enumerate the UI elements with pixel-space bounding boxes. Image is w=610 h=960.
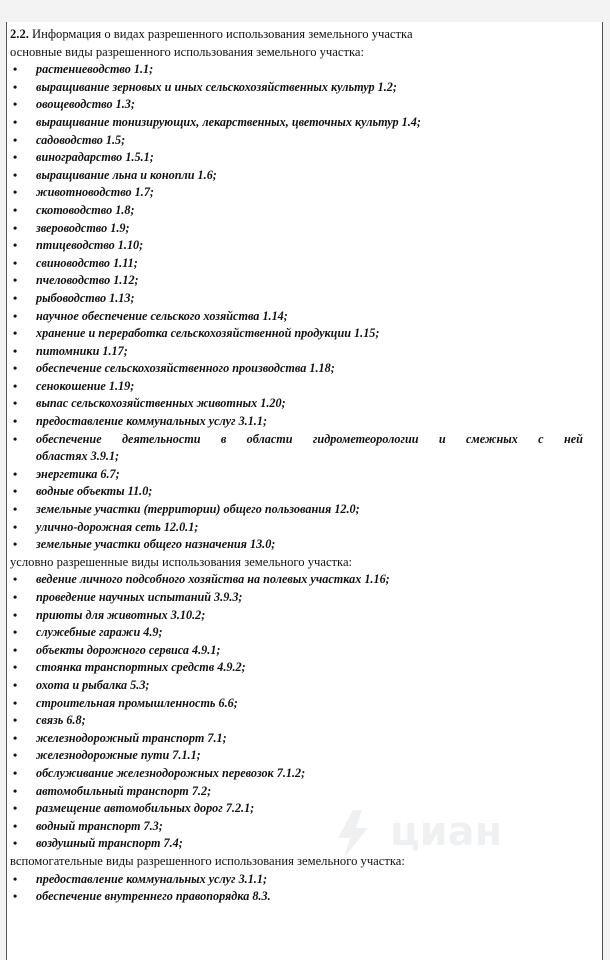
list-item-text: обслуживание железнодорожных перевозок 7.1.2; xyxy=(36,765,306,780)
watermark-text: циан xyxy=(389,809,503,855)
list-item-text: охота и рыбалка 5.3; xyxy=(36,677,150,692)
list-item xyxy=(10,395,595,413)
list-item xyxy=(10,360,595,378)
list-item xyxy=(10,466,595,484)
list-item-text: пчеловодство 1.12; xyxy=(36,273,139,288)
list-item xyxy=(10,343,595,361)
bullet-icon: • xyxy=(13,801,18,816)
list-item xyxy=(10,624,595,642)
list-item xyxy=(10,571,595,589)
bullet-icon: • xyxy=(13,607,18,622)
list-item-text: ведение личного подсобного хозяйства на полевых участках 1.16; xyxy=(36,572,390,587)
list-item-text: железнодорожный транспорт 7.1; xyxy=(36,730,227,745)
list-item xyxy=(10,431,595,466)
bullet-icon: • xyxy=(13,220,18,235)
list-item-text: скотоводство 1.8; xyxy=(36,202,135,217)
bullet-icon: • xyxy=(13,414,18,429)
bullet-icon: • xyxy=(13,783,18,798)
list-item xyxy=(10,677,595,695)
list-item-text: растениеводство 1.1; xyxy=(36,62,154,77)
bullet-icon: • xyxy=(13,202,18,217)
list-item xyxy=(10,888,595,906)
document-content xyxy=(10,26,595,906)
list-item-text: садоводство 1.5; xyxy=(36,132,126,147)
list-item-text: энергетика 6.7; xyxy=(36,466,120,481)
list-item-text: предоставление коммунальных услуг 3.1.1; xyxy=(36,414,268,429)
list-item xyxy=(10,79,595,97)
list-item xyxy=(10,237,595,255)
list-item-word: смежных xyxy=(466,431,518,446)
list-item xyxy=(10,132,595,150)
bullet-icon: • xyxy=(13,572,18,587)
cian-logo-icon xyxy=(330,808,376,860)
list-item-text: связь 6.8; xyxy=(36,713,86,728)
bullet-icon: • xyxy=(13,537,18,552)
bullet-icon: • xyxy=(13,677,18,692)
list-item-text: овощеводство 1.3; xyxy=(36,97,135,112)
list-item-text: выращивание тонизирующих, лекарственных, цветочных культур 1.4; xyxy=(36,114,421,129)
bullet-icon: • xyxy=(13,765,18,780)
list-item-text: выпас сельскохозяйственных животных 1.20; xyxy=(36,396,286,411)
bullet-icon: • xyxy=(13,590,18,604)
list-item-word: обеспечение xyxy=(36,431,102,446)
list-item-text: объекты дорожного сервиса 4.9.1; xyxy=(36,642,221,657)
bullet-icon: • xyxy=(13,625,18,640)
list-item xyxy=(10,695,595,713)
bullet-icon: • xyxy=(13,79,18,94)
bullet-icon: • xyxy=(13,431,18,446)
list-item xyxy=(10,290,595,308)
bullet-icon: • xyxy=(13,114,18,129)
bullet-icon: • xyxy=(13,836,18,851)
bullet-icon: • xyxy=(13,308,18,323)
bullet-icon: • xyxy=(13,255,18,270)
bullet-icon: • xyxy=(13,660,18,675)
cian-watermark xyxy=(330,808,560,868)
list-item-text: служебные гаражи 4.9; xyxy=(36,625,163,640)
list-item xyxy=(10,483,595,501)
list-item-text: проведение научных испытаний 3.9.3; xyxy=(36,590,243,604)
list-item xyxy=(10,272,595,290)
list-item-text: строительная промышленность 6.6; xyxy=(36,695,238,710)
bullet-icon: • xyxy=(13,695,18,710)
list-item-text: выращивание льна и конопли 1.6; xyxy=(36,167,217,182)
list-item-text: птицеводство 1.10; xyxy=(36,238,144,253)
list-item-text: предоставление коммунальных услуг 3.1.1; xyxy=(36,871,268,886)
list-item xyxy=(10,536,595,554)
list-item-text: железнодорожные пути 7.1.1; xyxy=(36,748,201,763)
list-item xyxy=(10,607,595,625)
bullet-icon: • xyxy=(13,290,18,305)
bullet-icon: • xyxy=(13,748,18,763)
list-item-text-line1 xyxy=(36,431,595,449)
list-item-word: гидрометеорологии xyxy=(312,431,419,446)
bullet-icon: • xyxy=(13,713,18,728)
list-item xyxy=(10,167,595,185)
bullet-icon: • xyxy=(13,818,18,833)
list-item xyxy=(10,413,595,431)
bullet-icon: • xyxy=(13,466,18,481)
list-item-text: автомобильный транспорт 7.2; xyxy=(36,783,212,798)
list-item-text: обеспечение сельскохозяйственного производства 1.18; xyxy=(36,361,335,376)
list-item-text: земельные участки (территории) общего пользования 12.0; xyxy=(36,502,360,517)
bullet-icon: • xyxy=(13,378,18,393)
list-item-word: области xyxy=(246,431,293,446)
list-item-text: улично-дорожная сеть 12.0.1; xyxy=(36,519,199,534)
list-item xyxy=(10,747,595,765)
section-number: 2.2. xyxy=(10,27,29,41)
list-item xyxy=(10,114,595,132)
section-heading xyxy=(10,26,595,44)
list-item-text: водные объекты 11.0; xyxy=(36,484,153,499)
list-item-word: деятельности xyxy=(121,431,201,446)
list-item xyxy=(10,96,595,114)
list-item-text: размещение автомобильных дорог 7.2.1; xyxy=(36,801,255,816)
list-item-word: и xyxy=(438,431,446,446)
list-item-word: в xyxy=(220,431,227,446)
list-item xyxy=(10,642,595,660)
list-item xyxy=(10,184,595,202)
bullet-icon: • xyxy=(13,361,18,376)
list-item xyxy=(10,519,595,537)
list-item-text: звероводство 1.9; xyxy=(36,220,130,235)
list-item-text: хранение и переработка сельскохозяйственной продукции 1.15; xyxy=(36,326,380,341)
list-item-text: обеспечение внутреннего правопорядка 8.3. xyxy=(36,889,271,904)
bullet-icon: • xyxy=(13,97,18,112)
list-item xyxy=(10,659,595,677)
list-item-text: водный транспорт 7.3; xyxy=(36,818,163,833)
conditional-uses-label: условно разрешенные виды использования земельного участка: xyxy=(10,554,353,569)
list-item-word: ней xyxy=(563,431,583,446)
bullet-icon: • xyxy=(13,326,18,341)
bullet-icon: • xyxy=(13,150,18,165)
list-item xyxy=(10,325,595,343)
bullet-icon: • xyxy=(13,62,18,77)
list-item-text: животноводство 1.7; xyxy=(36,185,154,200)
bullet-icon: • xyxy=(13,871,18,886)
main-uses-label: основные виды разрешенного использования земельного участка: xyxy=(10,44,364,59)
bullet-icon: • xyxy=(13,167,18,182)
list-item-text: земельные участки общего назначения 13.0; xyxy=(36,537,276,552)
list-item-text: сенокошение 1.19; xyxy=(36,378,135,393)
list-item xyxy=(10,589,595,607)
bullet-icon: • xyxy=(13,484,18,499)
list-item xyxy=(10,783,595,801)
bullet-icon: • xyxy=(13,642,18,657)
auxiliary-uses-label: вспомогательные виды разрешенного использования земельного участка: xyxy=(10,853,405,868)
list-item xyxy=(10,712,595,730)
list-item xyxy=(10,765,595,783)
bullet-icon: • xyxy=(13,396,18,411)
list-item xyxy=(10,730,595,748)
section-title: Информация о видах разрешенного использования земельного участка xyxy=(28,27,413,41)
list-item-text: выращивание зерновых и иных сельскохозяйственных культур 1.2; xyxy=(36,79,397,94)
bullet-icon: • xyxy=(13,730,18,745)
list-item-text-line2: областях 3.9.1; xyxy=(36,449,120,464)
list-item-text: рыбоводство 1.13; xyxy=(36,290,135,305)
list-item xyxy=(10,202,595,220)
bullet-icon: • xyxy=(13,238,18,253)
list-item xyxy=(10,501,595,519)
list-item xyxy=(10,220,595,238)
bullet-icon: • xyxy=(13,343,18,358)
list-item-text: свиноводство 1.11; xyxy=(36,255,138,270)
list-item xyxy=(10,255,595,273)
bullet-icon: • xyxy=(13,132,18,147)
auxiliary-uses-list xyxy=(10,871,595,906)
bullet-icon: • xyxy=(13,519,18,534)
list-item-word: с xyxy=(538,431,544,446)
list-item-text: воздушный транспорт 7.4; xyxy=(36,836,183,851)
list-item-text: стоянка транспортных средств 4.9.2; xyxy=(36,660,246,675)
list-item-text: виноградарство 1.5.1; xyxy=(36,150,154,165)
bullet-icon: • xyxy=(13,889,18,904)
list-item xyxy=(10,308,595,326)
list-item-text: научное обеспечение сельского хозяйства 1.14; xyxy=(36,308,288,323)
list-item xyxy=(10,61,595,79)
main-uses-list xyxy=(10,61,595,554)
list-item xyxy=(10,378,595,396)
list-item xyxy=(10,871,595,889)
bullet-icon: • xyxy=(13,502,18,517)
list-item-text: приюты для животных 3.10.2; xyxy=(36,607,206,622)
list-item xyxy=(10,149,595,167)
bullet-icon: • xyxy=(13,185,18,200)
bullet-icon: • xyxy=(13,273,18,288)
list-item-text: питомники 1.17; xyxy=(36,343,128,358)
